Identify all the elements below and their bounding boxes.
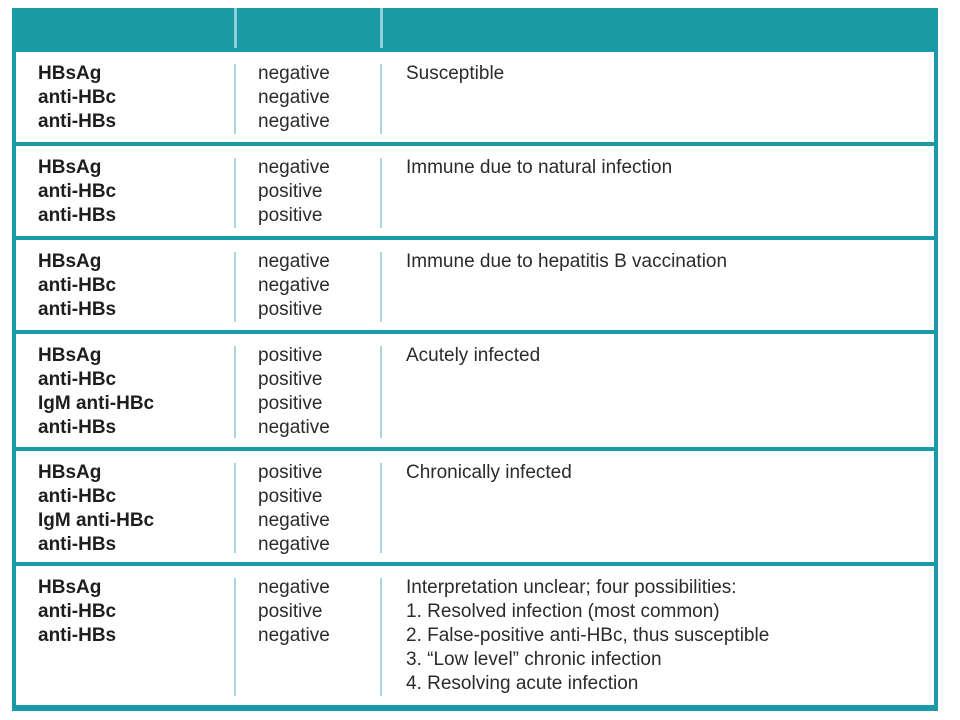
column-divider <box>380 346 382 438</box>
interpretation-line: Chronically infected <box>406 462 572 483</box>
result-list <box>258 344 330 440</box>
column-divider <box>380 463 382 553</box>
column-divider <box>234 346 236 438</box>
marker-list <box>38 156 116 228</box>
result-value: positive <box>258 393 323 414</box>
result-value: negative <box>258 275 330 296</box>
column-divider <box>234 158 236 228</box>
interpretation <box>406 344 540 368</box>
result-value: positive <box>258 601 323 622</box>
marker-name: anti-HBc <box>38 181 117 202</box>
result-value: positive <box>258 369 323 390</box>
marker-list <box>38 576 116 648</box>
marker-name: anti-HBc <box>38 601 117 622</box>
marker-name: HBsAg <box>38 462 102 483</box>
result-value: negative <box>258 157 330 178</box>
marker-name: anti-HBc <box>38 369 117 390</box>
interpretation <box>406 156 672 180</box>
marker-name: IgM anti-HBc <box>38 393 155 414</box>
result-value: negative <box>258 534 330 555</box>
result-value: negative <box>258 87 330 108</box>
interpretation <box>406 461 572 485</box>
interpretation-line: Interpretation unclear; four possibilities: <box>406 577 737 598</box>
interpretation-line: Immune due to natural infection <box>406 157 673 178</box>
marker-name: HBsAg <box>38 577 102 598</box>
interpretation-line: Susceptible <box>406 63 505 84</box>
result-value: negative <box>258 417 330 438</box>
marker-list <box>38 461 154 557</box>
marker-list <box>38 344 154 440</box>
table-row <box>16 334 934 447</box>
marker-name: HBsAg <box>38 157 102 178</box>
interpretation-line: 3. “Low level” chronic infection <box>406 649 662 670</box>
table-row <box>16 52 934 142</box>
result-list <box>258 461 330 557</box>
result-value: positive <box>258 345 323 366</box>
marker-name: anti-HBc <box>38 275 117 296</box>
marker-name: HBsAg <box>38 345 102 366</box>
marker-name: anti-HBs <box>38 111 117 132</box>
interpretation-line: Immune due to hepatitis B vaccination <box>406 251 728 272</box>
result-list <box>258 576 330 648</box>
result-value: negative <box>258 577 330 598</box>
table-row <box>16 146 934 236</box>
result-value: negative <box>258 111 330 132</box>
marker-list <box>38 250 116 322</box>
column-divider <box>234 252 236 322</box>
interpretation-line: Acutely infected <box>406 345 541 366</box>
table-row <box>16 451 934 562</box>
column-divider <box>380 158 382 228</box>
result-value: positive <box>258 181 323 202</box>
column-divider <box>234 578 236 696</box>
table-row <box>16 240 934 330</box>
header-divider <box>234 8 237 48</box>
table-row <box>16 566 934 705</box>
interpretation-line: 1. Resolved infection (most common) <box>406 601 720 622</box>
marker-name: anti-HBs <box>38 205 117 226</box>
result-list <box>258 250 330 322</box>
result-value: positive <box>258 486 323 507</box>
interpretation-line: 4. Resolving acute infection <box>406 673 639 694</box>
marker-name: IgM anti-HBc <box>38 510 155 531</box>
result-value: positive <box>258 299 323 320</box>
marker-name: anti-HBs <box>38 625 117 646</box>
table-header <box>12 8 938 48</box>
marker-name: anti-HBs <box>38 417 117 438</box>
marker-name: anti-HBc <box>38 486 117 507</box>
interpretation <box>406 62 504 86</box>
marker-name: HBsAg <box>38 63 102 84</box>
result-value: positive <box>258 205 323 226</box>
interpretation <box>406 576 769 696</box>
column-divider <box>380 64 382 134</box>
marker-name: anti-HBs <box>38 299 117 320</box>
column-divider <box>380 252 382 322</box>
column-divider <box>234 463 236 553</box>
result-value: positive <box>258 462 323 483</box>
interpretation-line: 2. False-positive anti-HBc, thus susceptible <box>406 625 770 646</box>
result-value: negative <box>258 510 330 531</box>
marker-name: HBsAg <box>38 251 102 272</box>
result-list <box>258 156 330 228</box>
result-value: negative <box>258 63 330 84</box>
marker-name: anti-HBc <box>38 87 117 108</box>
result-value: negative <box>258 251 330 272</box>
result-list <box>258 62 330 134</box>
serology-table <box>12 8 938 711</box>
header-divider <box>380 8 383 48</box>
column-divider <box>380 578 382 696</box>
marker-name: anti-HBs <box>38 534 117 555</box>
marker-list <box>38 62 116 134</box>
column-divider <box>234 64 236 134</box>
interpretation <box>406 250 727 274</box>
result-value: negative <box>258 625 330 646</box>
